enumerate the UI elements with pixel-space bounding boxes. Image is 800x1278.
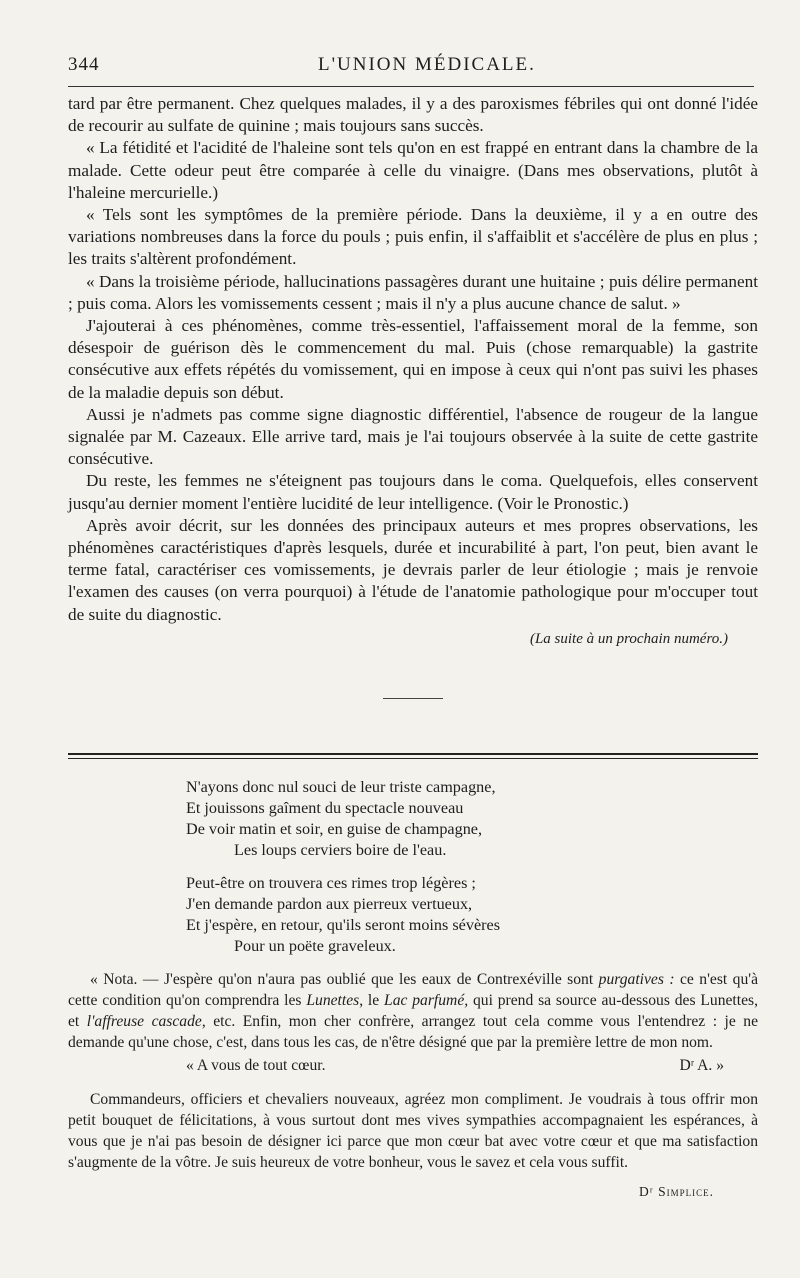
- nota-signoff: [68, 1053, 758, 1077]
- journal-title: L'UNION MÉDICALE.: [318, 54, 536, 75]
- nota-block: [68, 969, 758, 1077]
- section-divider: [383, 698, 443, 699]
- poem-line: Et j'espère, en retour, qu'ils seront moins sévères: [186, 915, 501, 934]
- continued-note: (La suite à un prochain numéro.): [529, 630, 728, 647]
- poem-stanza: [186, 777, 758, 861]
- poem-line: Peut-être on trouvera ces rimes trop légères ;: [186, 873, 476, 892]
- running-head: [68, 48, 758, 76]
- paragraph: Du reste, les femmes ne s'éteignent pas toujours dans le coma. Quelquefois, elles conservent jusqu'au dernier moment l'entière lucidité de leur intelligence. (Voir le Pronostic.): [68, 471, 758, 513]
- quoted-paragraph: « Tels sont les symptômes de la première période. Dans la deuxième, il y a en outre des variations nombreuses dans la force du pouls ; puis enfin, il s'affaiblit et s'accélère de plus en plus ; les traits s'altèrent profondément.: [68, 205, 758, 269]
- nota-label: « Nota. —: [90, 970, 159, 988]
- signature: Dʳ A. »: [679, 1056, 724, 1074]
- paragraph: Commandeurs, officiers et chevaliers nouveaux, agréez mon compliment. Je voudrais à tous offrir mon petit bouquet de félicitations, à vous surtout dont mes vives sympathies accompagnaient les espérances, à vous que je n'ai pas besoin de désigner ici parce que mon cœur bat avec votre cœur et que ma satisfaction s'augmente de la vôtre. Je suis heureux de votre bonheur, vous le savez et cela vous suffit.: [68, 1090, 758, 1171]
- poem-line: Et jouissons gaîment du spectacle nouveau: [186, 798, 464, 817]
- quoted-paragraph: « Dans la troisième période, hallucinations passagères durant une huitaine ; puis délire permanent ; puis coma. Alors les vomissements cessent ; mais il n'y a plus aucune chance de salut. »: [68, 271, 758, 313]
- closing-line: « A vous de tout cœur.: [186, 1056, 326, 1074]
- quoted-paragraph: « La fétidité et l'acidité de l'haleine sont tels qu'on en est frappé en entrant dans la chambre de la malade. Cette odeur peut être comparée à celle du vinaigre. (Dans mes observations, plutôt à l'haleine mercurielle.): [68, 138, 758, 202]
- double-rule: [68, 753, 758, 759]
- page: [68, 48, 758, 1202]
- paragraph: tard par être permanent. Chez quelques malades, il y a des paroxismes fébriles qui ont donné l'idée de recourir au sulfate de quinine ; mais toujours sans succès.: [68, 94, 758, 136]
- paragraph: J'ajouterai à ces phénomènes, comme très-essentiel, l'affaissement moral de la femme, son désespoir de guérison dès le commencement du mal. Puis (chose remarquable) la gastrite consécutive aux effets répétés du vomissement, qui en impose à ceux qui n'ont pas suivi les phases de la maladie depuis son début.: [68, 316, 758, 402]
- poem-line: Pour un poëte graveleux.: [234, 936, 396, 955]
- poem-line: De voir matin et soir, en guise de champagne,: [186, 819, 483, 838]
- nota-paragraph: « Nota. — J'espère qu'on n'aura pas oublié que les eaux de Contrexéville sont purgatives : ce n'est qu'à cette condition qu'on comprendra les Lunettes, le Lac parfumé, qui prend sa source au-dessous des Lunettes, et l'affreuse cascade, etc. Enfin, mon cher confrère, arrangez tout cela comme vous l'entendrez : je ne demande qu'une chose, c'est, dans tous les cas, de n'être désigné que par la première lettre de mon nom.: [68, 970, 759, 1051]
- poem-line: J'en demande pardon aux pierreux vertueux,: [186, 894, 473, 913]
- poem-line: Les loups cerviers boire de l'eau.: [234, 840, 447, 859]
- poem-line: N'ayons donc nul souci de leur triste campagne,: [186, 777, 496, 796]
- header-rule: [68, 86, 754, 87]
- signature: Dʳ Simplice.: [639, 1183, 714, 1199]
- article-body: [68, 93, 758, 626]
- paragraph: Aussi je n'admets pas comme signe diagnostic différentiel, l'absence de rougeur de la langue signalée par M. Cazeaux. Elle arrive tard, mais je l'ai toujours observée à la suite de cette gastrite consécutive.: [68, 404, 758, 469]
- closing-paragraph-block: [68, 1089, 758, 1202]
- poem-stanza: [186, 873, 758, 957]
- poem: [68, 777, 758, 957]
- paragraph: Après avoir décrit, sur les données des principaux auteurs et mes propres observations, les phénomènes caractéristiques d'après lesquels, durée et incurabilité à part, l'on peut, bien avant le terme fatal, caractériser ces vomissements, je devrais parler de leur étiologie ; mais je renvoie l'examen des causes (on verra pourquoi) à l'étude de l'anatomie pathologique pour m'occuper tout de suite du diagnostic.: [68, 515, 758, 624]
- page-number: 344: [68, 54, 100, 75]
